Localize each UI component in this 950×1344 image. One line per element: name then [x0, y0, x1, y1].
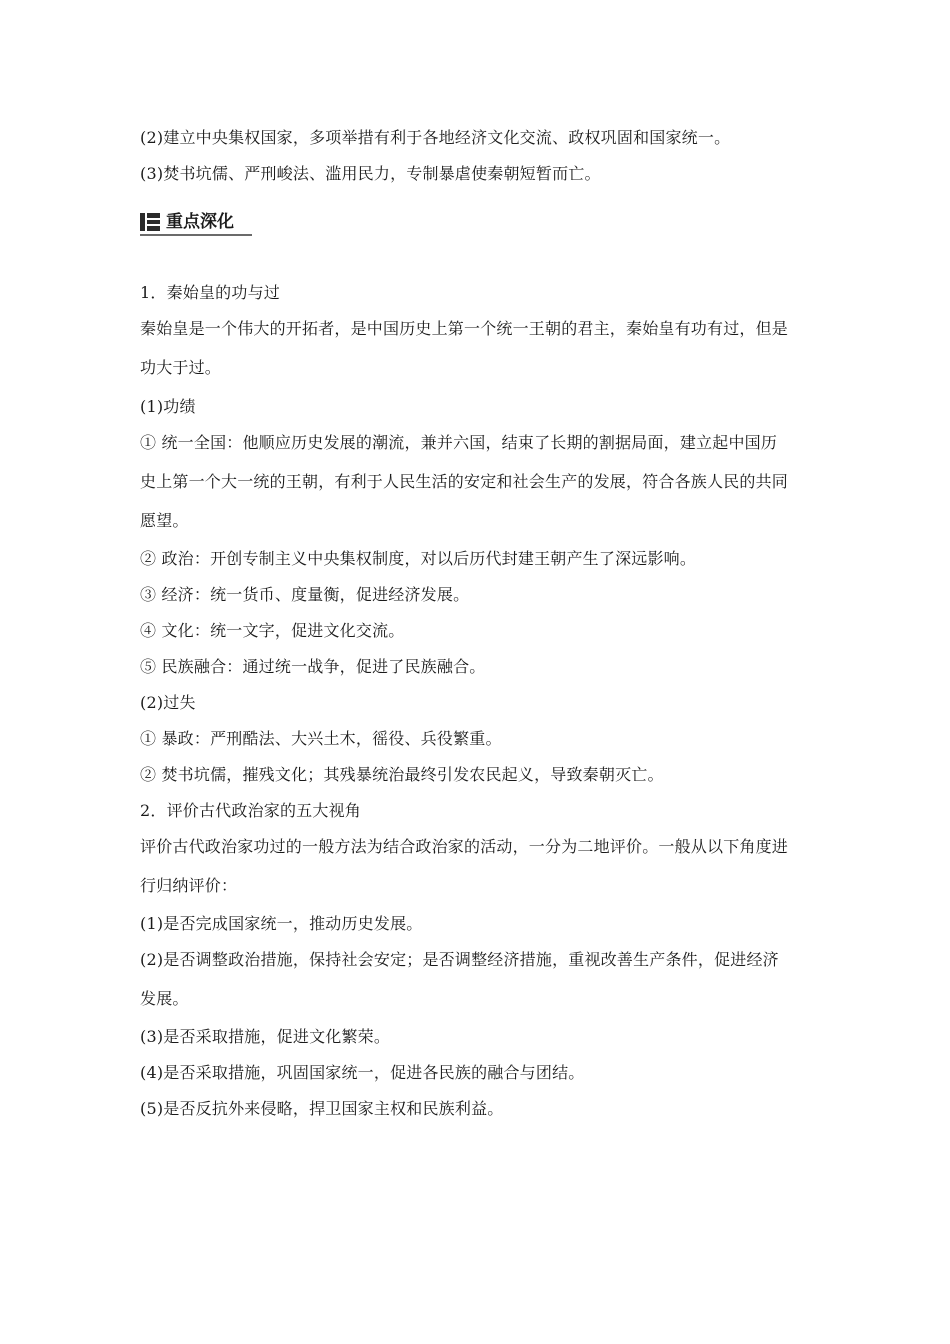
item1-para-line1: 秦始皇是一个伟大的开拓者，是中国历史上第一个统一王朝的君主，秦始皇有功有过，但是	[140, 319, 789, 338]
item1-fault1: ① 暴政：严刑酷法、大兴土木，徭役、兵役繁重。	[140, 729, 502, 748]
item2-para-line1: 评价古代政治家功过的一般方法为结合政治家的活动，一分为二地评价。一般从以下角度进	[140, 837, 789, 856]
section-heading	[140, 210, 252, 236]
item1-heading: 1．秦始皇的功与过	[140, 283, 280, 302]
item2-heading: 2．评价古代政治家的五大视角	[140, 801, 361, 820]
item2-view5: (5)是否反抗外来侵略，捍卫国家主权和民族利益。	[140, 1099, 504, 1118]
item2-view2-line1: (2)是否调整政治措施，保持社会安定；是否调整经济措施，重视改善生产条件，促进经济	[140, 950, 779, 969]
section-underline	[140, 234, 252, 236]
item1-point1-line2: 史上第一个大一统的王朝，有利于人民生活的安定和社会生产的发展，符合各族人民的共同	[140, 472, 789, 491]
item1-sub-achievements: (1)功绩	[140, 397, 196, 416]
item2-view1: (1)是否完成国家统一，推动历史发展。	[140, 914, 423, 933]
item1-point2: ② 政治：开创专制主义中央集权制度，对以后历代封建王朝产生了深远影响。	[140, 549, 697, 568]
item1-para-line2: 功大于过。	[140, 358, 222, 377]
item1-point1-line3: 愿望。	[140, 511, 189, 530]
item1-sub-faults: (2)过失	[140, 693, 196, 712]
section-title: 重点深化	[166, 212, 234, 232]
item2-para-line2: 行归纳评价：	[140, 876, 238, 895]
item1-point4: ④ 文化：统一文字，促进文化交流。	[140, 621, 405, 640]
item2-view3: (3)是否采取措施，促进文化繁荣。	[140, 1027, 391, 1046]
item2-view2-line2: 发展。	[140, 989, 189, 1008]
item1-fault2: ② 焚书坑儒，摧残文化；其残暴统治最终引发农民起义，导致秦朝灭亡。	[140, 765, 664, 784]
intro-line-2: (2)建立中央集权国家，多项举措有利于各地经济文化交流、政权巩固和国家统一。	[140, 128, 731, 147]
item2-view4: (4)是否采取措施，巩固国家统一，促进各民族的融合与团结。	[140, 1063, 585, 1082]
intro-line-3: (3)焚书坑儒、严刑峻法、滥用民力，专制暴虐使秦朝短暂而亡。	[140, 164, 601, 183]
item1-point1-line1: ① 统一全国：他顺应历史发展的潮流，兼并六国，结束了长期的割据局面，建立起中国历	[140, 433, 778, 452]
item1-point5: ⑤ 民族融合：通过统一战争，促进了民族融合。	[140, 657, 486, 676]
item1-point3: ③ 经济：统一货币、度量衡，促进经济发展。	[140, 585, 470, 604]
section-bars-icon	[140, 213, 160, 231]
